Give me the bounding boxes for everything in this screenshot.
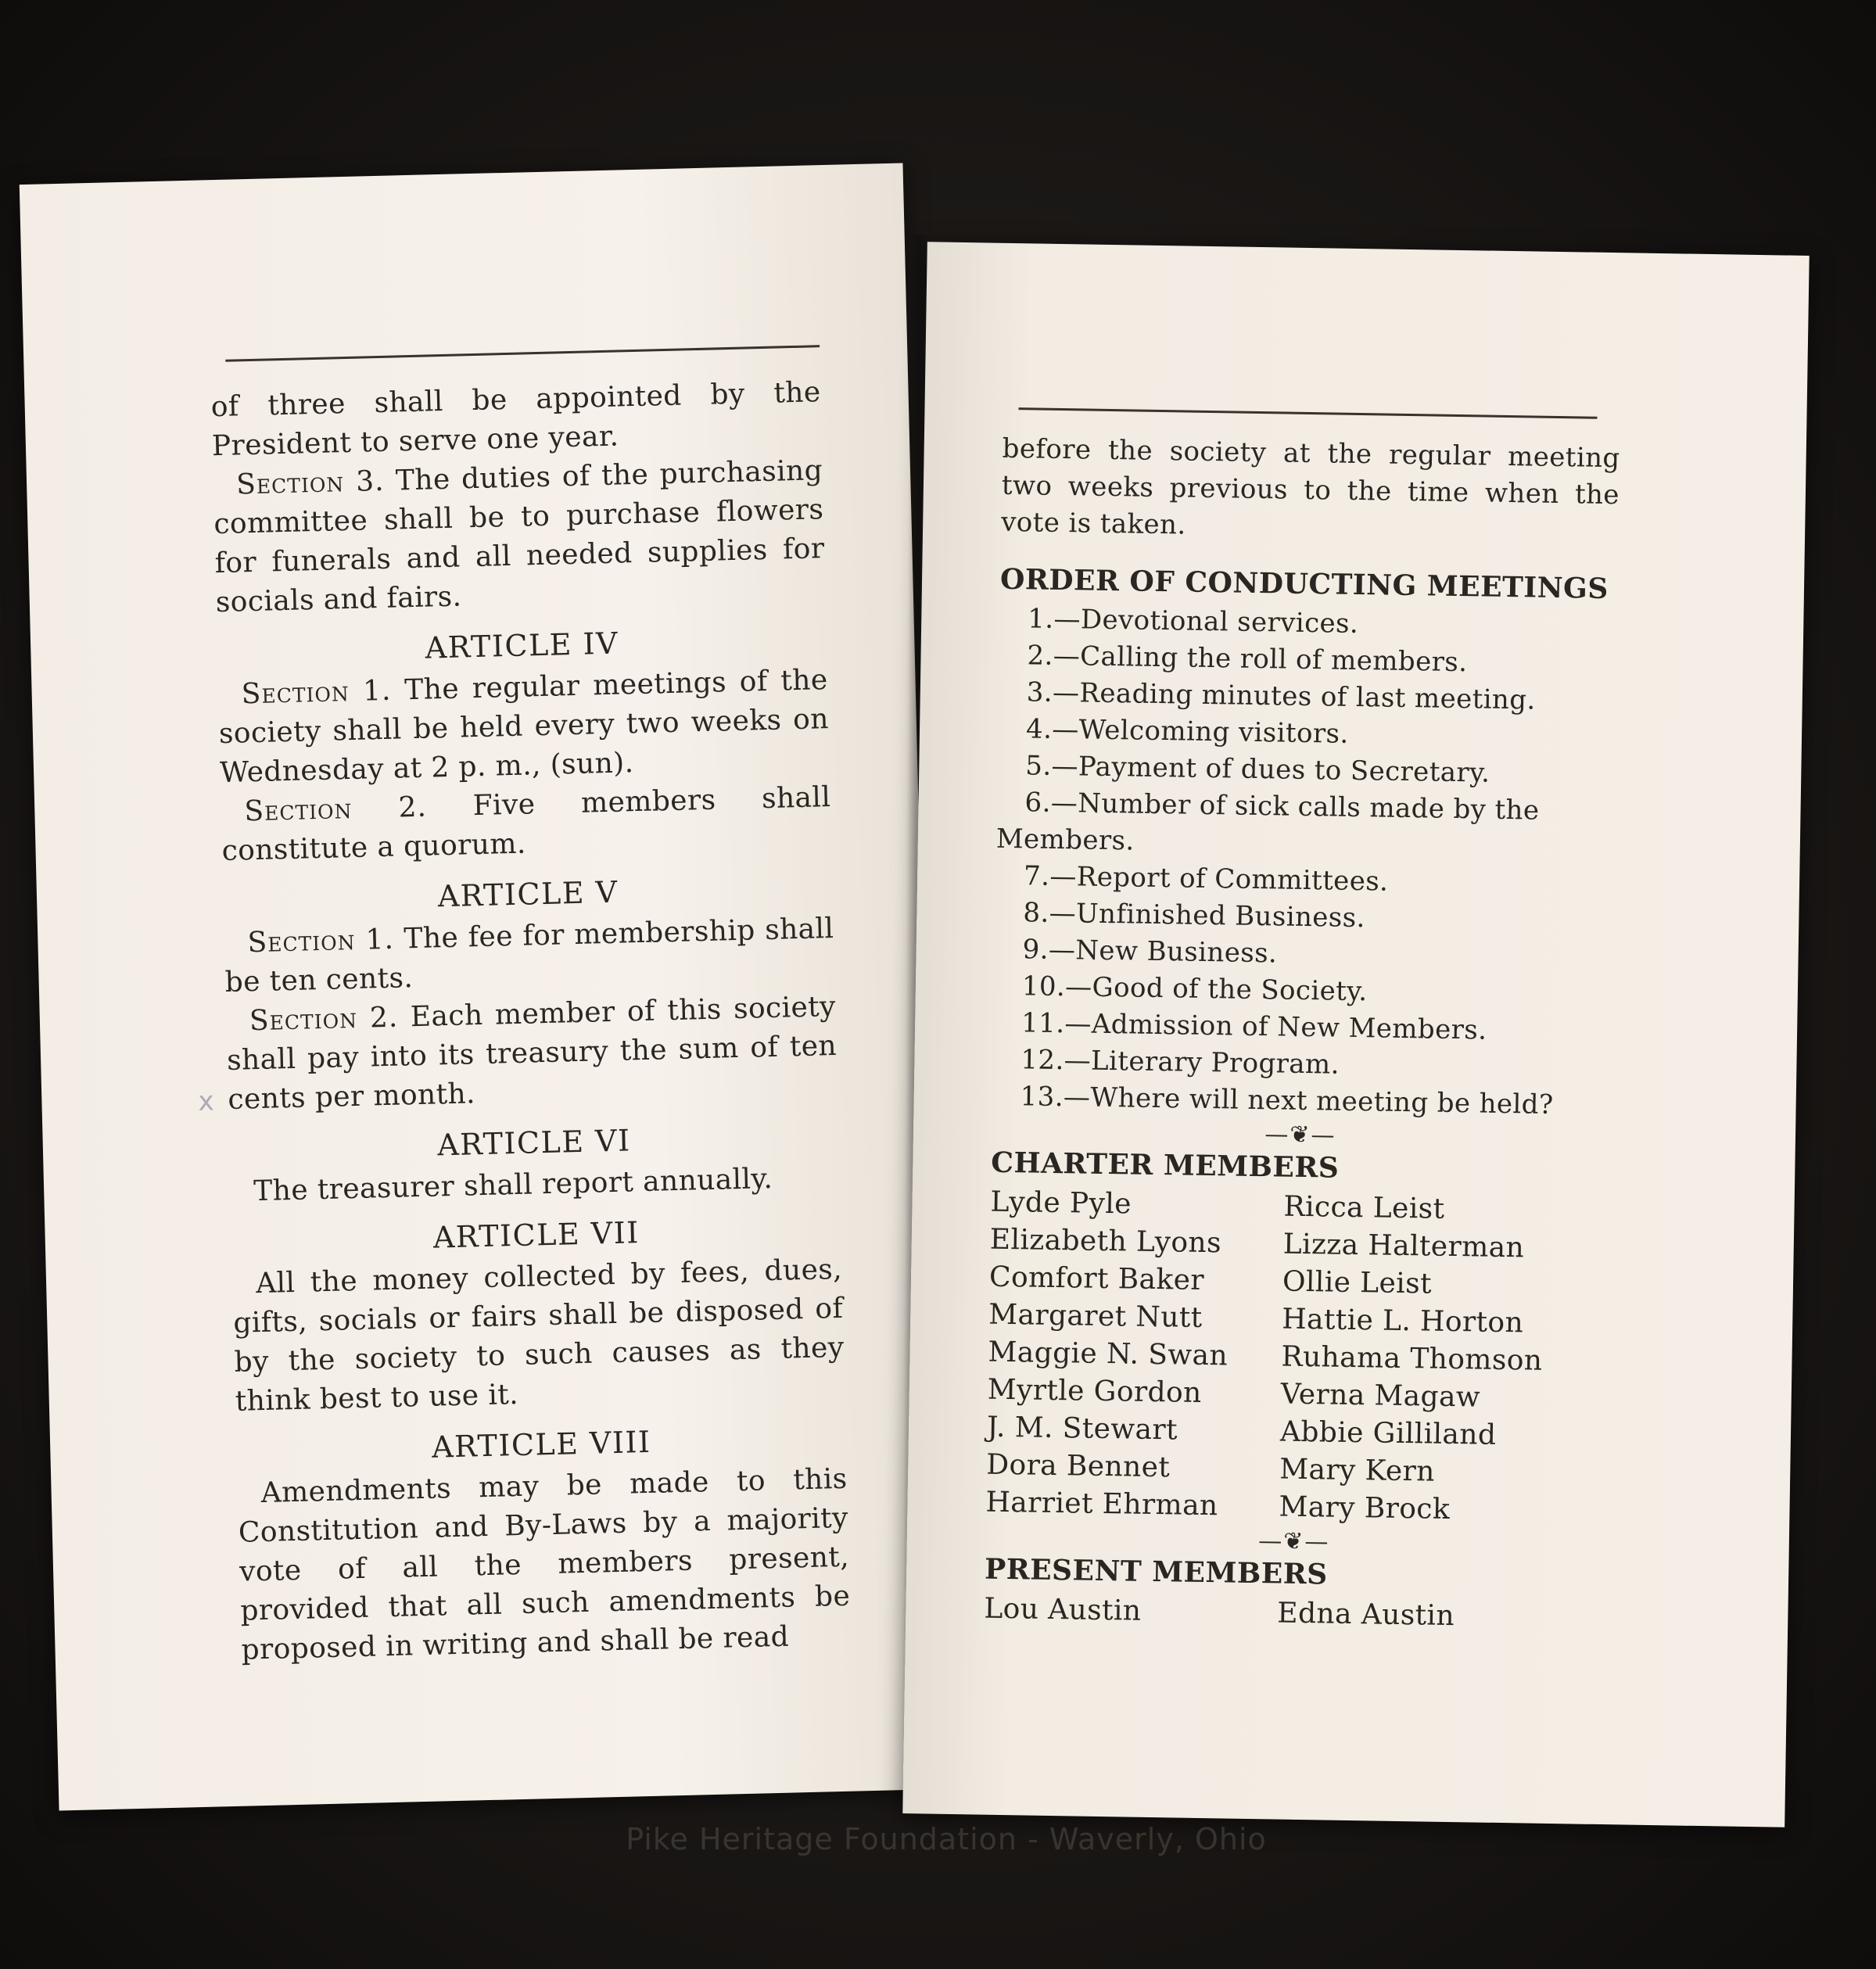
section-text: The duties of the purchasing committee shall be to purchase flowers for funerals and all needed supplies for socials and fairs. (213, 454, 825, 619)
left-page (20, 163, 942, 1811)
section-text: Each member of this society shall pay into its treasury the sum of ten cents per month. (226, 990, 838, 1116)
list-item: 4.—Welcoming visitors. (1025, 713, 1349, 750)
section-text: The fee for membership shall be ten cents. (224, 912, 834, 999)
member-name: Margaret Nutt (988, 1298, 1203, 1334)
member-name: Mary Brock (1279, 1490, 1451, 1526)
order-of-meetings-list (992, 601, 1617, 1124)
list-item: 7.—Report of Committees. (1023, 860, 1389, 898)
watermark: Pike Heritage Foundation - Waverly, Ohio (626, 1822, 1267, 1856)
present-members-list (984, 1591, 1602, 1637)
member-name: Lyde Pyle (990, 1185, 1132, 1221)
article-5-title: ARTICLE V (437, 874, 619, 914)
list-item: 6.—Number of sick calls made by the Members. (995, 787, 1540, 857)
section-label: Section 3. (235, 464, 386, 501)
top-rule (225, 345, 820, 362)
article-6-title: ARTICLE VI (436, 1123, 632, 1163)
article-5-section-2 (225, 988, 838, 1120)
ornament-divider: —❦— (1257, 1527, 1330, 1556)
right-page (902, 242, 1809, 1827)
member-name: Elizabeth Lyons (989, 1223, 1222, 1260)
member-name: Dora Bennet (985, 1448, 1171, 1484)
left-page-text (210, 373, 852, 1670)
article-8-text: Amendments may be made to this Constitution and By-Laws by a majority vote of all the members present, provided that all such amendments be proposed in writing and shall be read (238, 1462, 851, 1666)
section-text: Five members shall constitute a quorum. (221, 781, 831, 868)
present-members-heading: PRESENT MEMBERS (984, 1552, 1328, 1591)
member-name: Ruhama Thomson (1281, 1340, 1543, 1377)
charter-members-heading: CHARTER MEMBERS (991, 1146, 1340, 1185)
member-name: Myrtle Gordon (987, 1373, 1202, 1409)
list-item: 13.—Where will next meeting be held? (1020, 1081, 1554, 1121)
charter-members-list (985, 1184, 1609, 1531)
continued-text: before the society at the regular meeting two weeks previous to the time when the vote is taken. (1000, 432, 1620, 541)
list-item: 10.—Good of the Society. (1021, 970, 1368, 1008)
section-label: Section 1. (247, 923, 395, 959)
list-item: 5.—Payment of dues to Secretary. (1025, 750, 1490, 789)
member-name: Edna Austin (1277, 1597, 1455, 1633)
article-4-title: ARTICLE IV (425, 626, 619, 665)
list-item: 2.—Calling the roll of members. (1027, 640, 1468, 679)
member-name: Ricca Leist (1283, 1190, 1445, 1225)
pencil-mark: x (197, 1085, 215, 1117)
article-8-title: ARTICLE VIII (431, 1424, 651, 1465)
section-label: Section 2. (243, 791, 428, 828)
list-item: 1.—Devotional services. (1027, 603, 1359, 640)
list-item: 3.—Reading minutes of last meeting. (1026, 676, 1536, 716)
ornament-divider: —❦— (1264, 1121, 1336, 1149)
member-name: J. M. Stewart (986, 1411, 1178, 1447)
article-3-section-3 (213, 451, 827, 622)
member-name: Abbie Gilliland (1279, 1415, 1497, 1451)
member-name: Lou Austin (984, 1592, 1142, 1627)
section-label: Section 2. (249, 1001, 399, 1038)
article-5-section-1 (224, 909, 835, 1002)
list-item: 8.—Unfinished Business. (1023, 897, 1366, 934)
section-label: Section 1. (241, 674, 392, 711)
member-name: Hattie L. Horton (1281, 1303, 1524, 1340)
list-item: 9.—New Business. (1022, 934, 1278, 970)
order-of-meetings-heading: ORDER OF CONDUCTING MEETINGS (999, 562, 1609, 605)
article-6-text: The treasurer shall report annually. (253, 1162, 773, 1208)
member-name: Lizza Halterman (1282, 1228, 1525, 1264)
section-text: The regular meetings of the society shall be held every two weeks on Wednesday at 2 p. m., (sun). (218, 664, 830, 790)
article-4-section-2 (221, 778, 832, 871)
member-name: Comfort Baker (988, 1261, 1205, 1297)
article-4-section-1 (217, 661, 830, 793)
member-name: Verna Magaw (1280, 1378, 1481, 1414)
top-rule (1018, 407, 1597, 419)
member-name: Harriet Ehrman (985, 1486, 1218, 1522)
continued-text: of three shall be appointed by the President to serve one year. (210, 376, 822, 463)
list-item: 12.—Literary Program. (1021, 1044, 1340, 1081)
member-name: Ollie Leist (1282, 1265, 1433, 1300)
member-name: Mary Kern (1279, 1453, 1436, 1488)
article-7-title: ARTICLE VII (432, 1215, 640, 1255)
member-name: Maggie N. Swan (988, 1336, 1229, 1372)
article-7-text: All the money collected by fees, dues, gifts, socials or fairs shall be disposed of by the society to such causes as they think best to use it. (232, 1253, 845, 1418)
right-page-text (984, 431, 1620, 1637)
list-item: 11.—Admission of New Members. (1021, 1007, 1487, 1046)
